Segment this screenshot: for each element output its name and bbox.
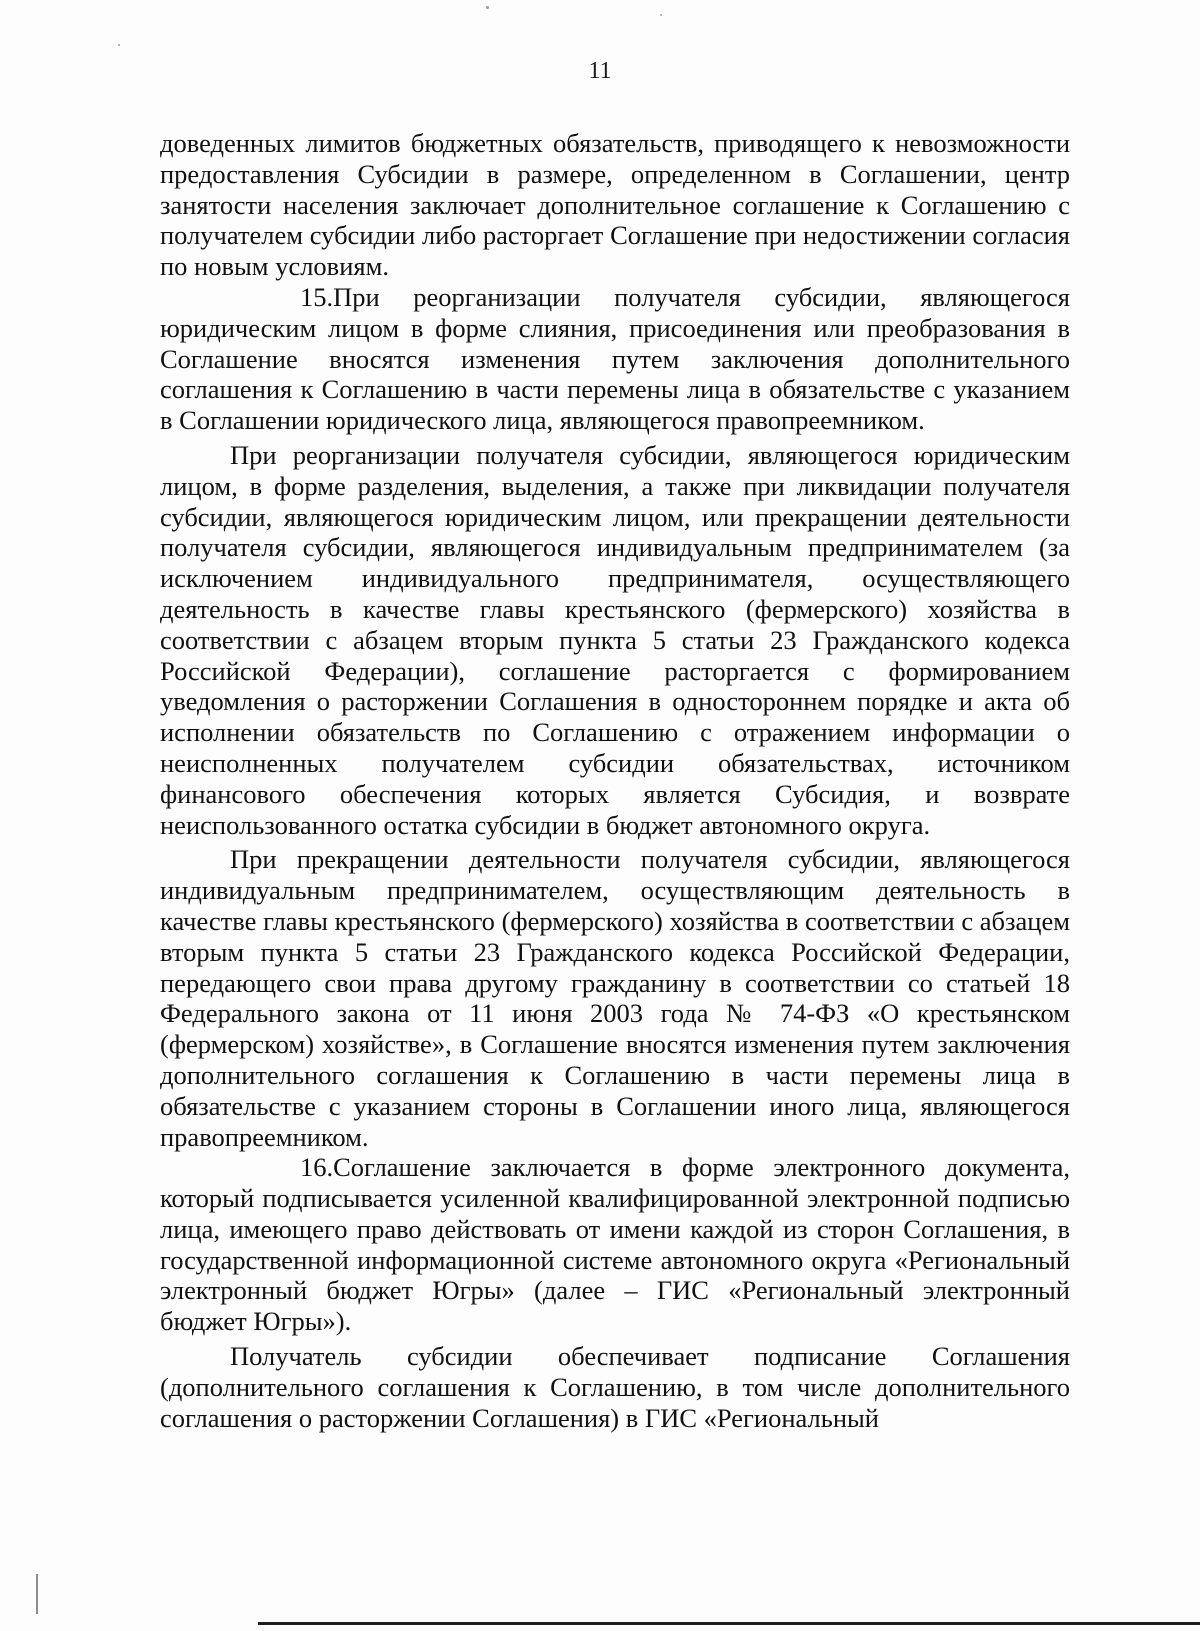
paragraph-continuation: доведенных лимитов бюджетных обязательств, приводящего к невозможности предоставления Субсидии в размере, определенном в Соглашении, центр занятости населения заключает дополнительное соглашение к Соглашению с получателем субсидии либо расторгает Соглашение при недостижении согласия по новым условиям.	[160, 128, 1070, 282]
scan-speck	[118, 44, 120, 46]
page-number: 11	[588, 58, 612, 84]
paragraph-reorganization: При реорганизации получателя субсидии, являющегося юридическим лицом, в форме разделения, выделения, а также при ликвидации получателя субсидии, являющегося юридическим лицом, или прекращении деятельности получателя субсидии, являющегося индивидуальным предпринимателем (за исключением индивидуального предпринимателя, осуществляющего деятельность в качестве главы крестьянского (фермерского) хозяйства в соответствии с абзацем вторым пункта 5 статьи 23 Гражданского кодекса Российской Федерации), соглашение расторгается с формированием уведомления о расторжении Соглашения в одностороннем порядке и акта об исполнении обязательств по Соглашению с отражением информации о неисполненных получателем субсидии обязательствах, источником финансового обеспечения которых является Субсидия, и возврате неиспользованного остатка субсидии в бюджет автономного округа.	[160, 439, 1070, 840]
paragraph-signing: Получатель субсидии обеспечивает подписание Соглашения (дополнительного соглашения к Соглашению, в том числе дополнительного соглашения о расторжении Соглашения) в ГИС «Региональный	[160, 1341, 1070, 1433]
scan-speck	[486, 6, 489, 9]
paragraph-text: При реорганизации получателя субсидии, являющегося юридическим лицом в форме слияния, присоединения или преобразования в Соглашение вносятся изменения путем заключения дополнительного соглашения к Соглашению в части перемены лица в обязательстве с указанием в Соглашении юридического лица, являющегося правопреемником.	[160, 281, 1070, 436]
scan-speck	[660, 14, 662, 16]
paragraph-item-16	[160, 1152, 1070, 1337]
scan-bottom-edge	[258, 1622, 1200, 1625]
paragraph-text: Соглашение заключается в форме электронного документа, который подписывается усиленной квалифицированной электронной подписью лица, имеющего право действовать от имени каждой из сторон Соглашения, в государственной информационной системе автономного округа «Региональный электронный бюджет Югры» (далее – ГИС «Региональный электронный бюджет Югры»).	[160, 1152, 1070, 1337]
item-number: 15.	[300, 281, 334, 312]
document-body	[160, 128, 1070, 1433]
scan-margin-mark	[36, 1574, 38, 1614]
paragraph-item-15	[160, 282, 1070, 436]
paragraph-termination: При прекращении деятельности получателя субсидии, являющегося индивидуальным предпринимателем, осуществляющим деятельность в качестве главы крестьянского (фермерского) хозяйства в соответствии с абзацем вторым пункта 5 статьи 23 Гражданского кодекса Российской Федерации, передающего свои права другому гражданину в соответствии со статьей 18 Федерального закона от 11 июня 2003 года № 74-ФЗ «О крестьянском (фермерском) хозяйстве», в Соглашение вносятся изменения путем заключения дополнительного соглашения к Соглашению в части перемены лица в обязательстве с указанием стороны в Соглашении иного лица, являющегося правопреемником.	[160, 844, 1070, 1152]
item-number: 16.	[300, 1152, 334, 1183]
